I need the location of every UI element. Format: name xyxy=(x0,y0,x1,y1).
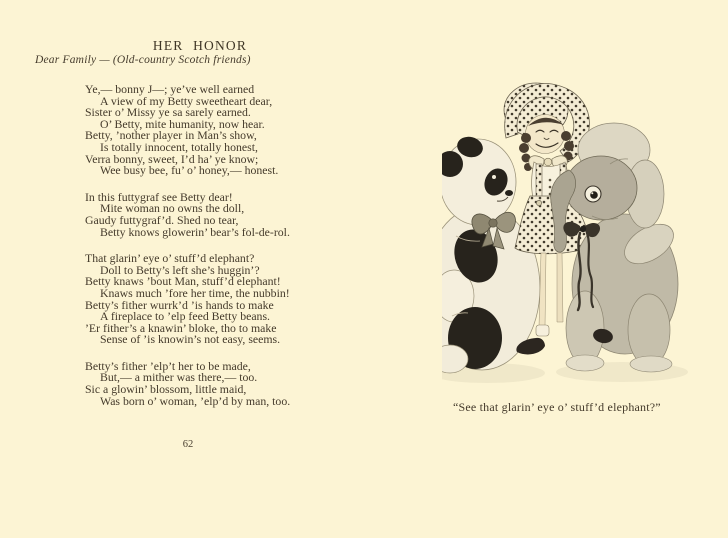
poem-line: Verra bonny, sweet, I’d ha’ ye know; xyxy=(85,151,259,166)
poem-line: In this futtygraf see Betty dear! xyxy=(85,189,233,204)
poem-line: Sister o’ Missy ye sa sarely earned. xyxy=(85,105,251,120)
girl-sock xyxy=(536,325,549,336)
elephant-leg xyxy=(628,294,670,366)
poem-stanza xyxy=(85,253,290,346)
poem-line: Mite woman no owns the doll, xyxy=(100,201,245,216)
elephant-leg xyxy=(566,291,604,365)
elephant-head xyxy=(565,156,637,220)
panda-nose xyxy=(505,190,513,196)
illustration-caption: “See that glarin’ eye o’ stuff’d elephant?” xyxy=(453,400,661,414)
poem-line: Is totally innocent, totally honest, xyxy=(100,139,258,154)
poem-line: A fireplace to ’elp feed Betty beans. xyxy=(100,309,271,324)
poem-line: Doll to Betty’s left she’s huggin’? xyxy=(100,262,260,277)
page-number: 62 xyxy=(182,439,194,450)
poem-stanza xyxy=(85,358,291,408)
page-title: HER HONOR xyxy=(152,38,248,53)
poem-line: Betty’s fither ’elp’t her to be made, xyxy=(85,358,251,373)
girl-leg xyxy=(557,253,563,322)
poem-line: Betty knaws ’bout Man, stuff’d elephant! xyxy=(85,274,281,289)
poem-stanza xyxy=(85,189,290,239)
poem xyxy=(85,84,290,422)
elephant-eye xyxy=(585,186,601,202)
poem-line: Ye,— bonny J—; ye’ve well earned xyxy=(85,82,255,96)
poem-line: A view of my Betty sweetheart dear, xyxy=(100,93,273,108)
panda-bear xyxy=(442,134,540,373)
poem-line: Betty’s fither wurrk’d ’is hands to make xyxy=(85,297,274,312)
dedication: Dear Family — (Old-country Scotch friends) xyxy=(35,54,251,66)
skirt-button xyxy=(536,200,541,205)
poem-stanza xyxy=(85,84,290,177)
poem-line: Betty, ’nother player in Man’s show, xyxy=(85,128,257,143)
girl-leg xyxy=(539,253,546,326)
poem-line: ’Er fither’s a knawin’ bloke, tho to make xyxy=(85,320,277,335)
poem-line: But,— a mither was there,— too. xyxy=(100,370,258,385)
poem-line: Gaudy futtygraf’d. Shed no tear, xyxy=(85,212,239,227)
poem-line: Betty knows glowerin’ bear’s fol-de-rol. xyxy=(100,224,290,239)
poem-line: O’ Betty, mite humanity, now hear. xyxy=(100,116,265,131)
poem-line: That glarin’ eye o’ stuff’d elephant? xyxy=(85,251,255,266)
poem-line: Sense of ’is knowin’s not easy, seems. xyxy=(100,332,281,347)
poem-line: Sic a glowin’ blossom, little maid, xyxy=(85,382,247,397)
poem-line: Wee busy bee, fu’ o’ honey,— honest. xyxy=(100,163,279,178)
illustration-girl-with-stuffed-toys xyxy=(442,76,728,408)
poem-line: Was born o’ woman, ’elp’d by man, too. xyxy=(100,393,291,408)
poem-line: Knaws much ’fore her time, the nubbin! xyxy=(100,285,290,300)
